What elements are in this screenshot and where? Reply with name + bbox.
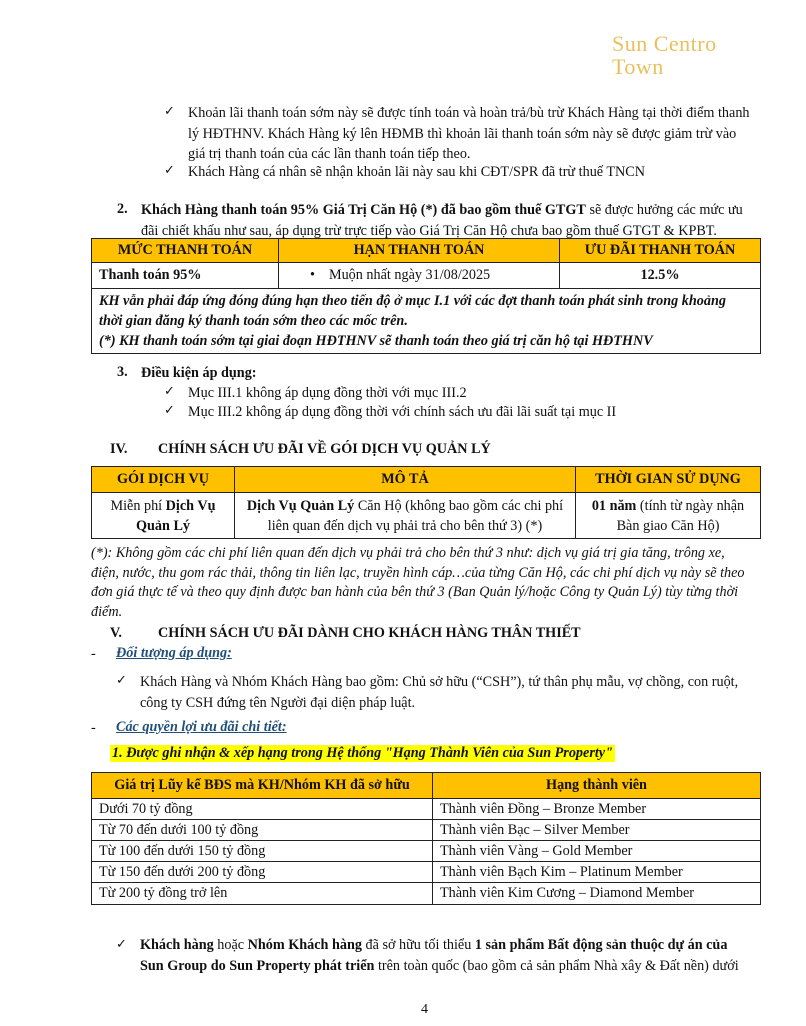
table-header: MỨC THANH TOÁN bbox=[92, 239, 279, 263]
table-cell: Thành viên Bạch Kim – Platinum Member bbox=[433, 862, 761, 883]
check-icon: ✓ bbox=[116, 673, 127, 688]
footnote: (*): Không gồm các chi phí liên quan đến dịch vụ phải trả cho bên thứ 3 như: dịch vụ giá trị gia tăng, trông xe, điện, nước, thu gom rác thải, thông tin liên lạc, truyền hình cáp…của từng Căn Hộ, các chi phí dịch vụ này sẽ theo đơn giá thực tế và theo quy định được ban hành của bên thứ 3 (Ban Quản lý/hoặc Công ty Quản Lý) tùy từng thời điểm. bbox=[91, 545, 745, 620]
table-note: KH vẫn phải đáp ứng đóng đúng hạn theo tiến độ ở mục I.1 với các đợt thanh toán phát sinh trong khoảng thời gian đăng ký thanh toán sớm theo các mốc trên. (*) KH thanh toán sớm tại giai đoạn HĐTHNV sẽ thanh toán theo giá trị căn hộ tại HĐTHNV bbox=[92, 289, 761, 354]
last-bullet-text: Khách hàng hoặc Nhóm Khách hàng đã sở hữu tối thiểu 1 sản phẩm Bất động sản thuộc dự án của Sun Group do Sun Property phát triển trên toàn quốc (bao gồm cả sản phẩm Nhà xây & Đất nền) dưới bbox=[140, 937, 739, 974]
ranking-heading: 1. Được ghi nhận & xếp hạng trong Hệ thống "Hạng Thành Viên của Sun Property" bbox=[112, 745, 613, 761]
table-cell: • Muộn nhất ngày 31/08/2025 bbox=[279, 263, 560, 289]
bullet-text: Khách Hàng cá nhân sẽ nhận khoản lãi này sau khi CĐT/SPR đã trừ thuế TNCN bbox=[188, 164, 646, 180]
bullet-dot-icon: • bbox=[310, 267, 315, 283]
table-header: HẠN THANH TOÁN bbox=[279, 239, 560, 263]
item-number: 2. bbox=[117, 201, 128, 217]
check-icon: ✓ bbox=[164, 384, 175, 399]
table-cell: Dưới 70 tỷ đồng bbox=[92, 799, 433, 820]
dash-bullet: - bbox=[91, 720, 96, 736]
table-cell: Thành viên Vàng – Gold Member bbox=[433, 841, 761, 862]
table-header: THỜI GIAN SỬ DỤNG bbox=[576, 467, 761, 493]
table-cell: Thành viên Bạc – Silver Member bbox=[433, 820, 761, 841]
section-number: IV. bbox=[110, 441, 128, 457]
table-cell: Miễn phí Dịch Vụ Quản Lý bbox=[92, 493, 235, 539]
logo bbox=[612, 32, 717, 78]
page-number: 4 bbox=[421, 1002, 428, 1017]
table-cell: 01 năm (tính từ ngày nhận Bàn giao Căn Hộ) bbox=[576, 493, 761, 539]
bullet-text: Mục III.2 không áp dụng đồng thời với chính sách ưu đãi lãi suất tại mục II bbox=[188, 404, 617, 420]
check-icon: ✓ bbox=[164, 163, 175, 178]
table-header: GÓI DỊCH VỤ bbox=[92, 467, 235, 493]
early-payment-table bbox=[91, 238, 761, 354]
table-cell: Từ 200 tỷ đồng trở lên bbox=[92, 883, 433, 905]
dash-bullet: - bbox=[91, 646, 96, 662]
section-title: CHÍNH SÁCH ƯU ĐÃI DÀNH CHO KHÁCH HÀNG THÂN THIẾT bbox=[158, 625, 581, 641]
check-icon: ✓ bbox=[164, 104, 175, 119]
bullet-text: Khoản lãi thanh toán sớm này sẽ được tính toán và hoàn trả/bù trừ Khách Hàng tại thời điểm thanh lý HĐTHNV. Khách Hàng ký lên HĐMB thì khoản lãi thanh toán sớm này sẽ được giảm trừ vào giá trị thanh toán của các lần thanh toán tiếp theo. bbox=[188, 105, 750, 162]
table-cell: Từ 150 đến dưới 200 tỷ đồng bbox=[92, 862, 433, 883]
section-number: V. bbox=[110, 625, 122, 641]
item-number: 3. bbox=[117, 364, 128, 380]
item-2-text: Khách Hàng thanh toán 95% Giá Trị Căn Hộ (*) đã bao gồm thuế GTGT sẽ được hưởng các mức ưu đãi chiết khấu như sau, áp dụng trừ trực tiếp vào Giá Trị Căn Hộ chưa bao gồm thuế GTGT & KPBT. bbox=[141, 202, 743, 239]
table-cell: Từ 100 đến dưới 150 tỷ đồng bbox=[92, 841, 433, 862]
table-header: MÔ TẢ bbox=[235, 467, 576, 493]
table-cell: Từ 70 đến dưới 100 tỷ đồng bbox=[92, 820, 433, 841]
subsection-label: Đối tượng áp dụng: bbox=[116, 645, 232, 661]
subsection-label: Các quyền lợi ưu đãi chi tiết: bbox=[116, 719, 287, 735]
table-cell: Dịch Vụ Quản Lý Căn Hộ (không bao gồm các chi phí liên quan đến dịch vụ phải trả cho bên thứ 3) (*) bbox=[235, 493, 576, 539]
item-3-title: Điều kiện áp dụng: bbox=[141, 365, 257, 381]
target-text: Khách Hàng và Nhóm Khách Hàng bao gồm: Chủ sở hữu (“CSH”), tứ thân phụ mẫu, vợ chồng, con ruột, công ty CSH đứng tên Người đại diện pháp luật. bbox=[140, 674, 739, 711]
check-icon: ✓ bbox=[164, 403, 175, 418]
table-header: Giá trị Lũy kế BĐS mà KH/Nhóm KH đã sở hữu bbox=[92, 773, 433, 799]
table-cell: Thành viên Kim Cương – Diamond Member bbox=[433, 883, 761, 905]
table-cell: Thanh toán 95% bbox=[92, 263, 279, 289]
table-header: ƯU ĐÃI THANH TOÁN bbox=[560, 239, 761, 263]
section-title: CHÍNH SÁCH ƯU ĐÃI VỀ GÓI DỊCH VỤ QUẢN LÝ bbox=[158, 441, 491, 457]
table-cell: 12.5% bbox=[560, 263, 761, 289]
table-cell: Thành viên Đồng – Bronze Member bbox=[433, 799, 761, 820]
bullet-text: Mục III.1 không áp dụng đồng thời với mục III.2 bbox=[188, 385, 467, 401]
membership-table bbox=[91, 772, 761, 905]
logo-line-1: Sun Centro bbox=[612, 31, 717, 56]
check-icon: ✓ bbox=[116, 937, 127, 952]
logo-line-2: Town bbox=[612, 54, 664, 79]
table-header: Hạng thành viên bbox=[433, 773, 761, 799]
service-table bbox=[91, 466, 761, 539]
